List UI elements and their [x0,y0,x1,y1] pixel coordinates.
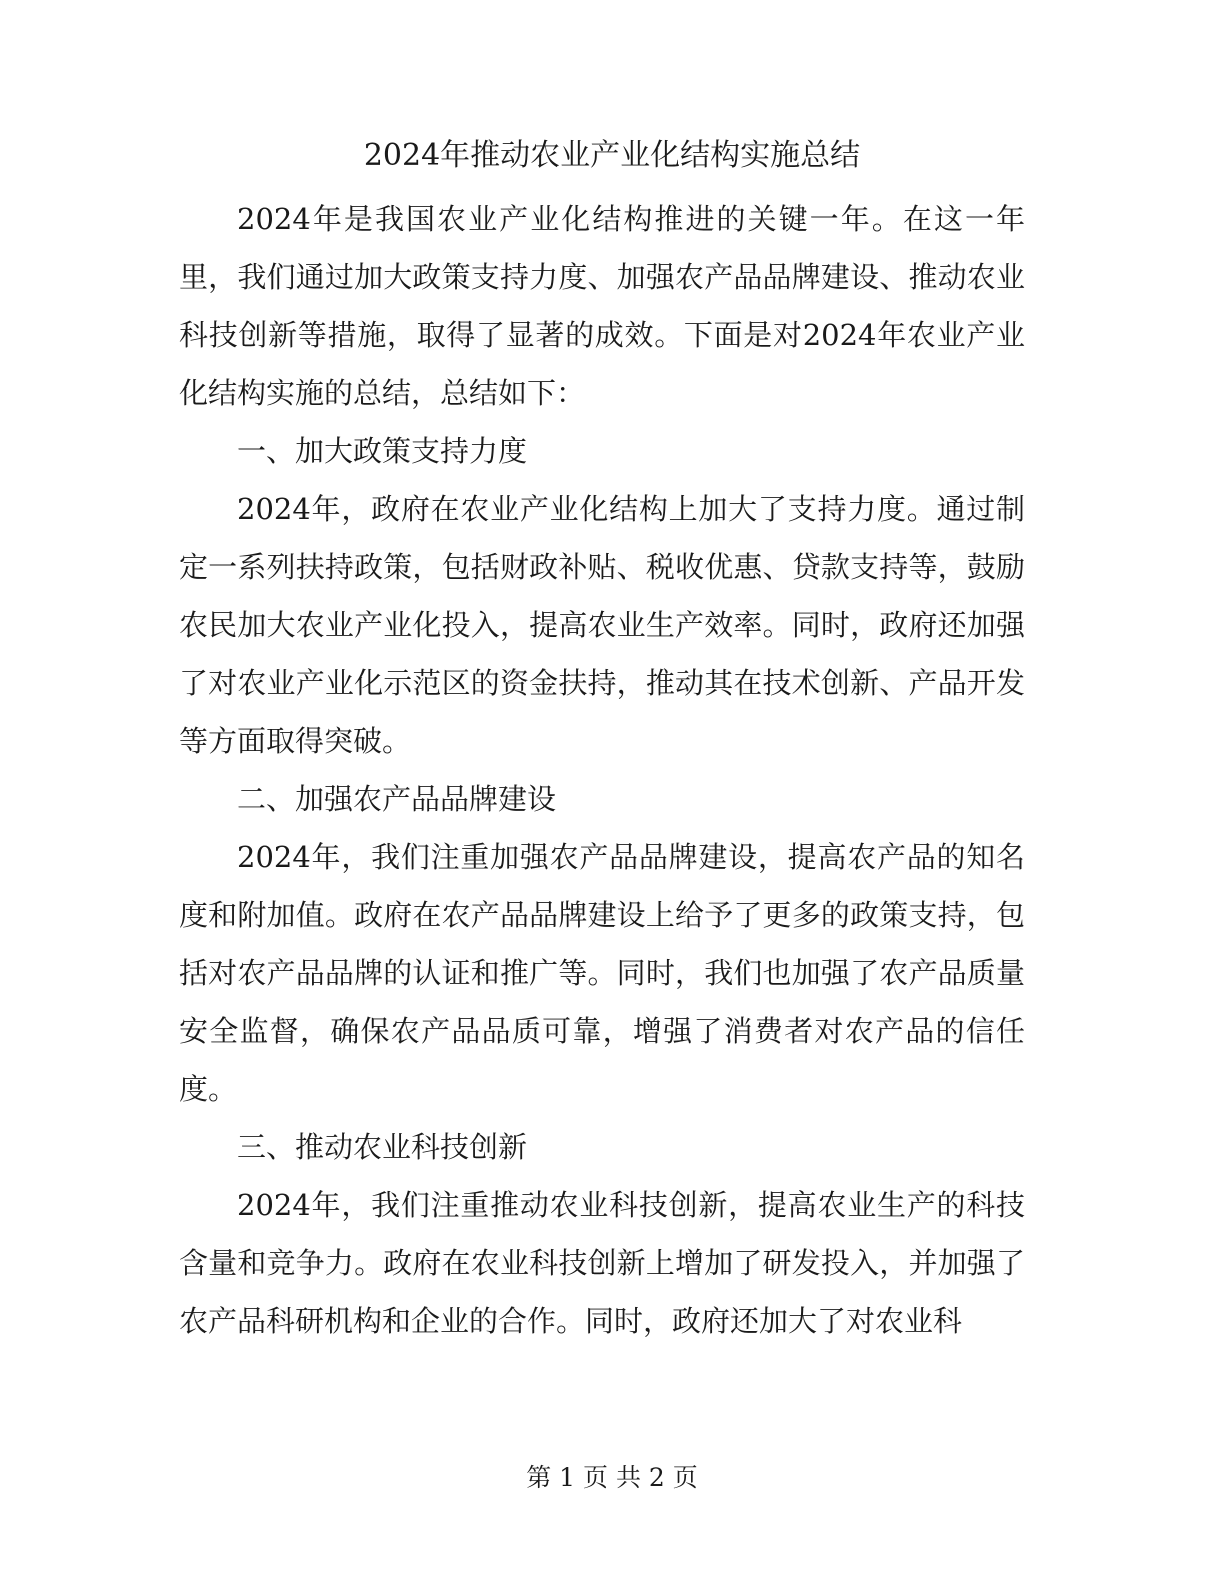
section-heading-1: 一、加大政策支持力度 [237,434,528,468]
section-heading-3: 三、推动农业科技创新 [237,1130,528,1164]
section-heading-2: 二、加强农产品品牌建设 [237,782,557,816]
intro-paragraph: 2024年是我国农业产业化结构推进的关键一年。在这一年里，我们通过加大政策支持力度、加强农产品品牌建设、推动农业科技创新等措施，取得了显著的成效。下面是对2024年农业产业化结构实施的总结，总结如下： [179,202,1025,410]
document-body [179,190,1025,1350]
document-title: 2024年推动农业产业化结构实施总结 [363,138,861,173]
section-paragraph-1: 2024年，政府在农业产业化结构上加大了支持力度。通过制定一系列扶持政策，包括财政补贴、税收优惠、贷款支持等，鼓励农民加大农业产业化投入，提高农业生产效率。同时，政府还加强了对农业产业化示范区的资金扶持，推动其在技术创新、产品开发等方面取得突破。 [179,492,1025,758]
section-paragraph-3: 2024年，我们注重推动农业科技创新，提高农业生产的科技含量和竞争力。政府在农业科技创新上增加了研发投入，并加强了农产品科研机构和企业的合作。同时，政府还加大了对农业科 [179,1188,1025,1338]
section-paragraph-2: 2024年，我们注重加强农产品品牌建设，提高农产品的知名度和附加值。政府在农产品品牌建设上给予了更多的政策支持，包括对农产品品牌的认证和推广等。同时，我们也加强了农产品质量安全监督，确保农产品品质可靠，增强了消费者对农产品的信任度。 [179,840,1025,1106]
page-number-footer: 第 1 页 共 2 页 [526,1463,698,1492]
